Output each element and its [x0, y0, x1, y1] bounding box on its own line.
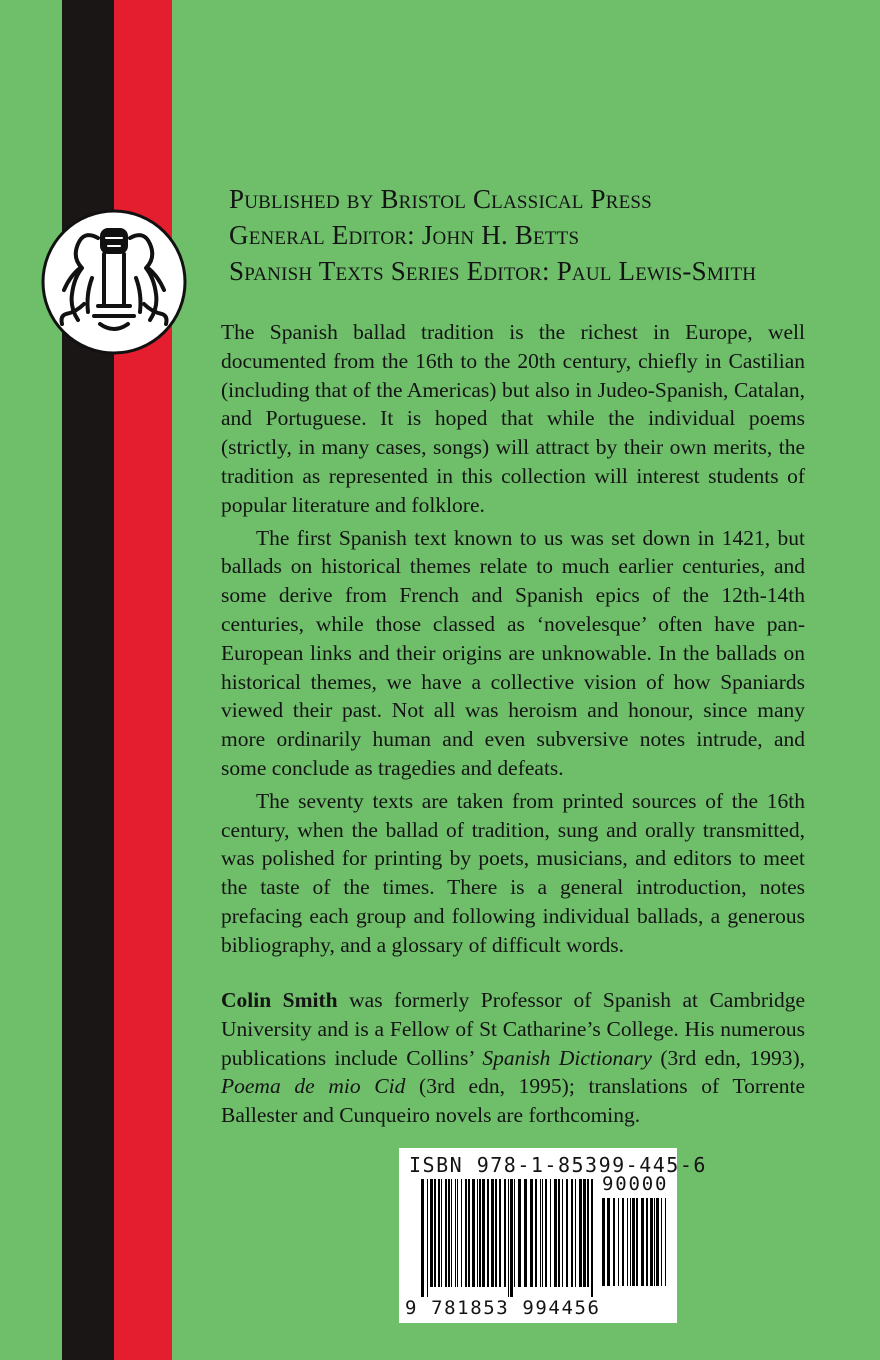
barcode-bar	[457, 1179, 458, 1287]
bio-text-a: was formerly Professor of Spanish at Cambridge University and is a Fellow of St Catharine’s College. His numerous publications include Collins’	[221, 988, 806, 1070]
barcode-bar	[427, 1179, 428, 1297]
barcode-bar	[445, 1179, 447, 1287]
barcode-bar	[575, 1179, 576, 1287]
red-spine-stripe	[114, 0, 172, 1360]
ean-digits: 9 781853 994456	[405, 1297, 601, 1319]
barcode-bar	[504, 1179, 506, 1287]
publisher-line: Published by Bristol Classical Press	[229, 184, 652, 214]
barcode-bar	[477, 1179, 478, 1287]
barcode-bar	[613, 1198, 615, 1286]
barcode-bar	[641, 1198, 644, 1286]
barcode-bar	[451, 1179, 452, 1287]
barcode-bar	[499, 1179, 501, 1287]
barcode-bar	[650, 1198, 653, 1286]
publisher-header	[229, 181, 849, 289]
barcode-bar	[448, 1179, 450, 1287]
barcode-bar	[558, 1179, 560, 1287]
barcode-bar	[654, 1198, 655, 1286]
barcode-bar	[554, 1179, 557, 1287]
barcode-bar	[468, 1179, 470, 1287]
bio-title-spanish-dictionary: Spanish Dictionary	[482, 1045, 652, 1070]
bio-text-c: (3rd edn, 1995); translations of Torrente Ballester and Cunqueiro novels are forthcoming.	[221, 1074, 806, 1128]
barcode-bar	[632, 1198, 635, 1286]
barcode-bar	[479, 1179, 481, 1287]
barcode-bar	[455, 1179, 456, 1287]
author-name: Colin Smith	[221, 988, 338, 1012]
barcode-bar	[591, 1179, 593, 1297]
barcode-bar	[518, 1179, 521, 1287]
barcode-bar	[530, 1179, 533, 1287]
barcode-bar	[487, 1179, 489, 1287]
barcode-bar	[622, 1198, 624, 1286]
barcode-bar	[562, 1179, 563, 1287]
barcode-bars	[421, 1179, 599, 1297]
bio-title-poema-de-mio-cid: Poema de mio Cid	[221, 1074, 406, 1099]
barcode-bar	[510, 1179, 513, 1297]
barcode-bar	[630, 1198, 631, 1286]
barcode-bar	[491, 1179, 494, 1287]
barcode-bar	[540, 1179, 541, 1287]
addon-barcode-bars	[602, 1198, 670, 1296]
barcode-bar	[421, 1179, 424, 1297]
isbn-label: ISBN 978-1-85399-445-6	[409, 1153, 707, 1177]
publisher-emblem-icon	[40, 208, 188, 356]
book-description	[221, 318, 805, 964]
barcode-bar	[535, 1179, 537, 1287]
barcode-bar	[465, 1179, 467, 1287]
barcode-bar	[607, 1198, 610, 1286]
barcode-bar	[430, 1179, 433, 1287]
barcode-bar	[571, 1179, 573, 1287]
barcode-bar	[550, 1179, 551, 1287]
barcode-bar	[508, 1179, 509, 1297]
barcode-bar	[545, 1179, 547, 1287]
description-paragraph-1: The Spanish ballad tradition is the richest in Europe, well documented from the 16th to the 20th century, chiefly in Castilian (including that of the Americas) but also in Judeo-Spanish, Catalan, and Portuguese. It is hoped that while the individual poems (strictly, in many cases, songs) will attract by their own merits, the tradition as represented in this collection will interest students of popular literature and folklore.	[221, 320, 805, 517]
barcode-bar	[583, 1179, 586, 1287]
author-bio	[221, 986, 805, 1130]
barcode-bar	[665, 1198, 666, 1286]
barcode-bar	[646, 1198, 648, 1286]
barcode-bar	[542, 1179, 543, 1287]
barcode-bar	[524, 1179, 527, 1287]
barcode-bar	[495, 1179, 497, 1287]
general-editor-line: General Editor: John H. Betts	[229, 220, 580, 250]
barcode-bar	[656, 1198, 659, 1286]
barcode-bar	[434, 1179, 436, 1287]
barcode-bar	[472, 1179, 475, 1287]
barcode-bar	[441, 1179, 442, 1287]
barcode-bar	[514, 1179, 515, 1287]
barcode-bar	[618, 1198, 619, 1286]
description-paragraph-2: The first Spanish text known to us was set down in 1421, but ballads on historical themes relate to much earlier centuries, and some derive from French and Spanish epics of the 12th-14th centuries, while those classed as ‘novelesque’ often have pan-European links and their origins are unknowable. In the ballads on historical themes, we have a collective vision of how Spaniards viewed their past. Not all was heroism and honour, since many more ordinarily human and even subversive notes intrude, and some conclude as tragedies and defeats.	[221, 525, 805, 780]
bio-text-b: (3rd edn, 1993),	[651, 1045, 805, 1070]
barcode-bar	[661, 1198, 662, 1286]
description-paragraph-3: The seventy texts are taken from printed sources of the 16th century, when the ballad of tradition, sung and orally transmitted, was polished for printing by poets, musicians, and editors to meet the taste of the times. There is a general introduction, notes prefacing each group and following individual ballads, a generous bibliography, and a glossary of difficult words.	[221, 788, 805, 957]
barcode-bar	[579, 1179, 582, 1287]
barcode-bar	[461, 1179, 462, 1287]
series-editor-line: Spanish Texts Series Editor: Paul Lewis-Smith	[229, 256, 757, 286]
barcode-bar	[587, 1179, 589, 1287]
barcode-bar	[438, 1179, 440, 1287]
isbn-barcode	[399, 1148, 707, 1323]
price-code: 90000	[602, 1173, 669, 1195]
black-spine-stripe	[62, 0, 114, 1360]
barcode-bar	[602, 1198, 605, 1286]
barcode-bar	[566, 1179, 568, 1287]
barcode-bar	[627, 1198, 628, 1286]
barcode-bar	[482, 1179, 485, 1287]
barcode-bar	[636, 1198, 638, 1286]
